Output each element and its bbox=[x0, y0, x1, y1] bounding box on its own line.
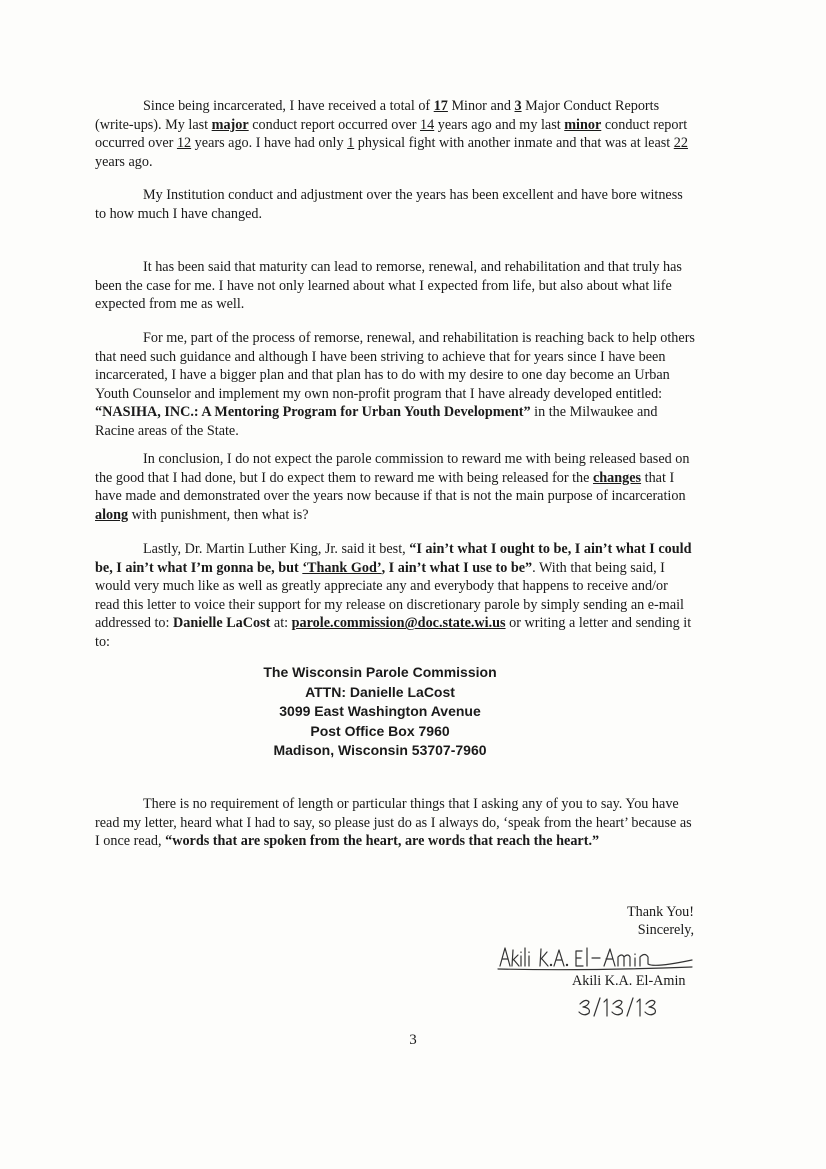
paragraph-maturity: It has been said that maturity can lead to remorse, renewal, and rehabilitation and that truly has been the case for me. I have not only learned about what I expected from life, but also about what life expected from me as well. bbox=[95, 259, 682, 313]
paragraph-speak-from-heart: There is no requirement of length or particular things that I asking any of you to say. You have read my letter, heard what I had to say, so please just do as I always do, ‘speak from the heart’ because as I once read, “words that are spoken from the heart, are words that reach the heart.” bbox=[95, 796, 692, 850]
address-line-5: Madison, Wisconsin 53707-7960 bbox=[273, 742, 487, 759]
address-line-2: ATTN: Danielle LaCost bbox=[305, 683, 455, 700]
paragraph-mentoring-plan: For me, part of the process of remorse, renewal, and rehabilitation is reaching back to help others that need such guidance and although I have been striving to achieve that for years since I have been incarcerated, I have a bigger plan and that plan has to do with my desire to one day become an Urban Youth Counselor and implement my own non-profit program that I have already developed entitled: “NASIHA, INC.: A Mentoring Program for Urban Youth Development” in the Milwaukee and Racine areas of the State. bbox=[95, 330, 695, 439]
closing-thanks: Thank You! bbox=[626, 904, 694, 920]
address-line-3: 3099 East Washington Avenue bbox=[279, 703, 481, 720]
address-line-1: The Wisconsin Parole Commission bbox=[263, 664, 497, 680]
closing-sincerely: Sincerely, bbox=[637, 922, 694, 938]
paragraph-conduct-reports: Since being incarcerated, I have received a total of 17 Minor and 3 Major Conduct Reports (write-ups). My last major conduct report occurred over 14 years ago and my last minor conduct report occurred over 12 years ago. I have had only 1 physical fight with another inmate and that was at least 22 years ago. bbox=[95, 98, 688, 170]
paragraph-institution-conduct: My Institution conduct and adjustment over the years has been excellent and have bore witness to how much I have changed. bbox=[95, 187, 683, 222]
page-number: 3 bbox=[409, 1032, 417, 1048]
address-line-4: Post Office Box 7960 bbox=[310, 722, 450, 739]
paragraph-mlk-quote: Lastly, Dr. Martin Luther King, Jr. said it best, “I ain’t what I ought to be, I ain’t what I could be, I ain’t what I’m gonna be, but ‘Thank God’, I ain’t what I use to be”. With that being said, I would very much like as well as greatly appreciate any and everybody that happens to receive and/or read this letter to voice their support for my release on discretionary parole by simply sending an e-mail addressed to: Danielle LaCost at: parole.commission@doc.state.wi.us or writing a letter and sending it to: bbox=[95, 541, 692, 650]
signed-name: Akili K.A. El-Amin bbox=[572, 973, 686, 989]
paragraph-conclusion: In conclusion, I do not expect the parole commission to reward me with being released based on the good that I had done, but I do expect them to reward me with being released for the changes that I have made and demonstrated over the years now because if that is not the main purpose of incarceration along with punishment, then what is? bbox=[95, 451, 690, 523]
email-link[interactable]: parole.commission@doc.state.wi.us bbox=[291, 615, 506, 632]
mailing-address bbox=[190, 663, 570, 761]
